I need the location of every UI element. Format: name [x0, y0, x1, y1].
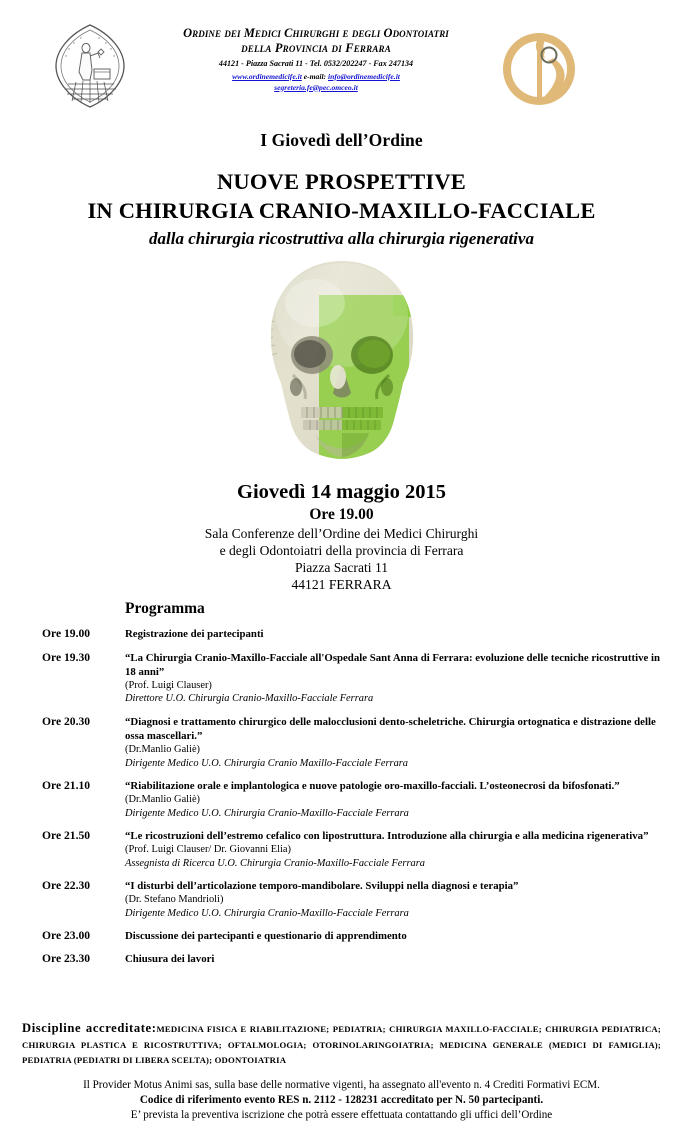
document-header	[0, 0, 683, 112]
programme-row	[42, 929, 665, 944]
programme-time: Ore 23.30	[42, 952, 91, 966]
programme-row	[42, 779, 665, 820]
programme-speaker-role: Assegnista di Ricerca U.O. Chirurgia Cranio-Maxillo-Facciale Ferrara	[125, 857, 425, 869]
page-title-line1: NUOVE PROSPETTIVE	[216, 169, 467, 194]
page-title-line2: IN CHIRURGIA CRANIO-MAXILLO-FACCIALE	[87, 198, 596, 223]
series-title: I Giovedì dell’Ordine	[260, 130, 423, 150]
programme-row	[42, 715, 665, 770]
programme-time: Ore 19.00	[42, 627, 91, 640]
programme-topic: “Diagnosi e trattamento chirurgico delle malocclusioni dento-scheletriche. Chirurgia ortognatica e distrazione delle ossa mascellari.”	[125, 715, 656, 742]
programme-time: Ore 22.30	[42, 878, 91, 892]
page-title	[0, 167, 683, 225]
event-venue-line3: Piazza Sacrati 11	[294, 560, 389, 575]
accreditation-block	[22, 1078, 661, 1123]
organisation-contact-links	[140, 72, 492, 93]
ct-skull-3d-render-icon	[197, 257, 487, 472]
organisation-address: 44121 - Piazza Sacrati 11 - Tel. 0532/202247 - Fax 247134	[218, 59, 414, 68]
programme-entry	[125, 627, 665, 642]
document-footer	[0, 1021, 683, 1123]
organisation-details	[140, 26, 492, 93]
organisation-name-line1: Ordine dei Medici Chirurghi e degli Odontoiatri	[183, 26, 449, 40]
programme-topic: “I disturbi dell’articolazione temporo-mandibolare. Sviluppi nella diagnosi e terapia”	[125, 879, 519, 892]
programme-speaker-role: Dirigente Medico U.O. Chirurgia Cranio-Maxillo-Facciale Ferrara	[125, 907, 409, 919]
programme-speaker: (Dr. Stefano Mandrioli)	[125, 894, 224, 906]
programme-entry	[125, 779, 665, 820]
ordine-brand-circle-icon	[497, 27, 581, 111]
programme-entry	[125, 952, 665, 967]
accredited-disciplines	[22, 1021, 661, 1068]
disciplines-label: Discipline accreditate:	[22, 1021, 157, 1036]
website-link[interactable]: www.ordinemedicife.it	[232, 72, 302, 81]
programme-time: Ore 19.30	[42, 650, 91, 664]
event-date: Giovedì 14 maggio 2015	[237, 481, 446, 503]
programme-time: Ore 20.30	[42, 714, 91, 728]
programme-speaker: (Dr.Manlio Galiè)	[125, 794, 201, 806]
programme-speaker-role: Dirigente Medico U.O. Chirurgia Cranio Maxillo-Facciale Ferrara	[125, 757, 409, 769]
programme-topic: Chiusura dei lavori	[125, 953, 215, 966]
event-time: Ore 19.00	[309, 506, 374, 523]
programme-entry	[125, 879, 665, 920]
provider-credits-line: Il Provider Motus Animi sas, sulla base delle normative vigenti, ha assegnato all'evento n. 4 Crediti Formativi ECM.	[83, 1079, 600, 1091]
programme-topic: Discussione dei partecipanti e questionario di apprendimento	[125, 929, 407, 942]
event-venue-line2: e degli Odontoiatri della provincia di Ferrara	[219, 543, 464, 558]
programme-speaker: (Prof. Luigi Clauser)	[125, 679, 212, 691]
programme-heading: Programma	[125, 600, 205, 617]
ct-skull-image-container	[0, 257, 683, 475]
programme-speaker: (Prof. Luigi Clauser/ Dr. Giovanni Elia)	[125, 844, 291, 856]
event-details-block	[0, 479, 683, 593]
programme-entry	[125, 829, 665, 870]
programme-row	[42, 829, 665, 870]
organisation-name-line2: della Provincia di Ferrara	[241, 41, 391, 55]
programme-entry	[125, 715, 665, 770]
programme-row	[42, 879, 665, 920]
programme-entry	[125, 929, 665, 944]
programme-entry	[125, 651, 665, 706]
programme-topic: Registrazione dei partecipanti	[125, 628, 264, 640]
registration-note-line: E’ prevista la preventiva iscrizione che potrà essere effettuata contattando gli uffici dell’Ordine	[130, 1109, 553, 1121]
programme-topic: “La Chirurgia Cranio-Maxillo-Facciale all'Ospedale Sant Anna di Ferrara: evoluzione delle tecniche ricostruttive in 18 anni”	[125, 651, 660, 678]
programme-list	[42, 627, 665, 967]
programme-time: Ore 21.50	[42, 828, 91, 842]
programme-speaker: (Dr.Manlio Galiè)	[125, 744, 201, 756]
event-title-block	[0, 129, 683, 251]
programme-speaker-role: Direttore U.O. Chirurgia Cranio-Maxillo-Facciale Ferrara	[125, 693, 374, 705]
programme-topic: “Le ricostruzioni dell’estremo cefalico con lipostruttura. Introduzione alla chirurgia e alla medicina rigenerativa”	[125, 829, 649, 842]
programme-row	[42, 627, 665, 642]
programme-time: Ore 21.10	[42, 778, 91, 792]
event-venue-line4: 44121 FERRARA	[291, 577, 392, 592]
programme-row	[42, 651, 665, 706]
email-link[interactable]: info@ordinemedicife.it	[328, 72, 400, 81]
disciplines-list: MEDICINA FISICA E RIABILITAZIONE; PEDIATRIA; CHIRURGIA MAXILLO-FACCIALE; CHIRURGIA PEDIATRICA; CHIRURGIA PLASTICA E RICOSTRUTTIVA; OFTALMOLOGIA; OTORINOLARINGOIATRIA; MEDICINA GENERALE (MEDICI DI FAMIGLIA); PEDIATRIA (PEDIATRI DI LIBERA SCELTA); ODONTOIATRIA	[22, 1024, 661, 1066]
page-subtitle: dalla chirurgia ricostruttiva alla chirurgia rigenerativa	[149, 229, 534, 248]
programme-speaker-role: Dirigente Medico U.O. Chirurgia Cranio-Maxillo-Facciale Ferrara	[125, 807, 409, 819]
event-venue-line1: Sala Conferenze dell’Ordine dei Medici Chirurghi	[204, 526, 479, 541]
programme-topic: “Riabilitazione orale e implantologica e nuove patologie oro-maxillo-facciali. L’osteonecrosi da bifosfonati.”	[125, 779, 620, 792]
email-label: e-mail:	[303, 72, 327, 81]
programme-time: Ore 23.00	[42, 928, 91, 942]
event-code-line: Codice di riferimento evento RES n. 2112 - 128231 accreditato per N. 50 partecipanti.	[139, 1094, 544, 1106]
pec-email-link[interactable]: segreteria.fe@pec.omceo.it	[274, 82, 358, 92]
ordine-seal-icon	[52, 22, 128, 110]
programme-section	[0, 600, 683, 967]
programme-row	[42, 952, 665, 967]
